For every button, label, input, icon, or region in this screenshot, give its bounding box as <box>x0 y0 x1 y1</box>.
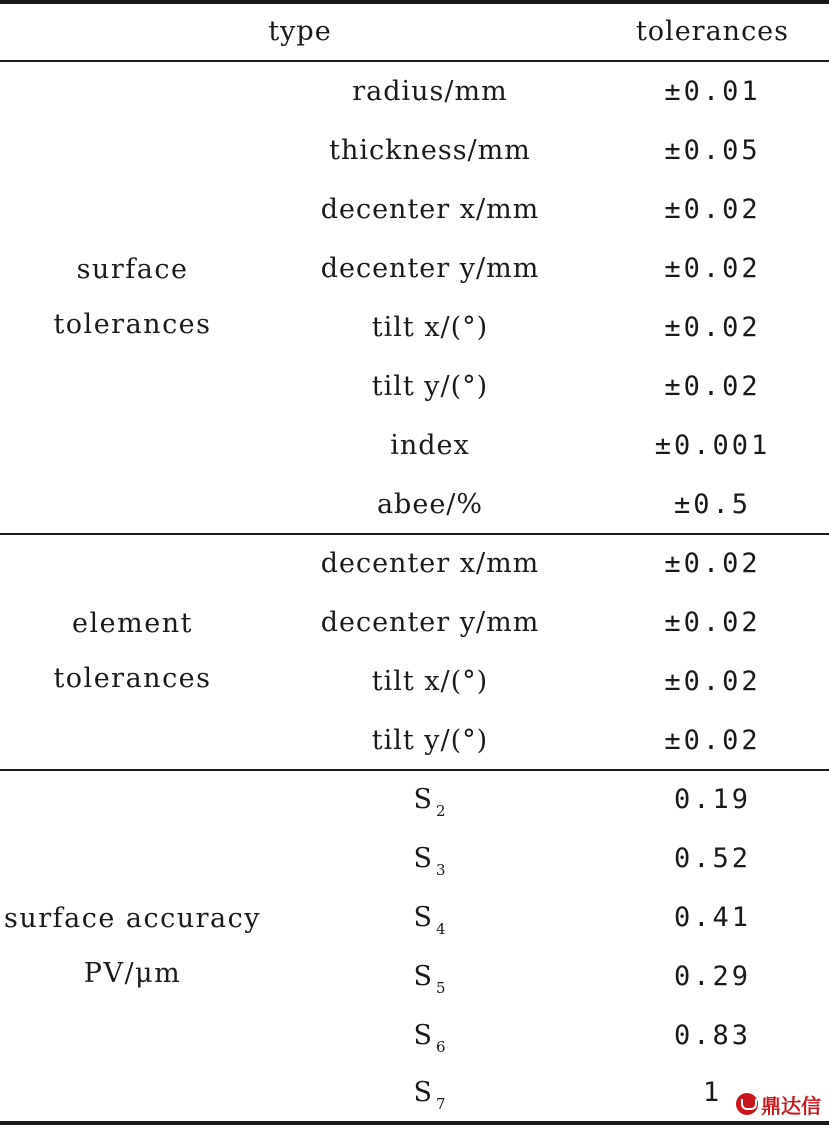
group-label: tolerances <box>53 663 212 694</box>
row-param <box>255 770 605 829</box>
table-row <box>0 298 829 357</box>
row-param <box>255 1063 605 1122</box>
surface-index: 4 <box>435 920 447 938</box>
group-label: PV/μm <box>83 958 182 989</box>
row-param: tilt y/(°) <box>371 371 489 402</box>
row-param: abee/% <box>376 489 484 520</box>
table-row <box>0 770 829 829</box>
watermark-text: 鼎达信 <box>761 1093 821 1118</box>
row-value: ±0.05 <box>664 135 761 166</box>
header-tolerances: tolerances <box>635 16 790 47</box>
row-param <box>255 888 605 947</box>
table-row <box>0 475 829 534</box>
row-value: ±0.02 <box>664 194 761 225</box>
row-value: 0.83 <box>673 1020 752 1051</box>
surface-index: 6 <box>435 1038 447 1056</box>
row-param: decenter x/mm <box>320 548 540 579</box>
surface-index: 2 <box>435 802 447 820</box>
logo-icon <box>736 1093 758 1115</box>
row-value: 0.19 <box>673 784 752 815</box>
surface-index: 5 <box>435 979 447 997</box>
row-param: tilt x/(°) <box>371 312 489 343</box>
table-row <box>0 180 829 239</box>
row-param <box>255 947 605 1006</box>
row-param: tilt y/(°) <box>371 725 489 756</box>
header-type: type <box>268 16 332 47</box>
table-row <box>0 357 829 416</box>
surface-index: 7 <box>435 1095 447 1113</box>
row-value: ±0.02 <box>664 253 761 284</box>
table-row <box>0 829 829 888</box>
watermark-logo <box>736 1091 821 1117</box>
table-row <box>0 652 829 711</box>
table-row <box>0 121 829 180</box>
row-value: 1 <box>702 1077 723 1108</box>
row-value: 0.52 <box>673 843 752 874</box>
row-param: decenter x/mm <box>320 194 540 225</box>
row-param <box>255 1006 605 1065</box>
surface-symbol: S <box>413 784 433 815</box>
table-row <box>0 947 829 1006</box>
row-param: tilt x/(°) <box>371 666 489 697</box>
row-param: index <box>390 430 470 461</box>
table-row <box>0 534 829 593</box>
row-value: ±0.001 <box>654 430 771 461</box>
surface-symbol: S <box>413 1077 433 1108</box>
table-row <box>0 416 829 475</box>
group-label: tolerances <box>53 309 212 340</box>
table-row <box>0 239 829 298</box>
table-row <box>0 888 829 947</box>
group-label: element <box>72 608 193 639</box>
row-param <box>255 829 605 888</box>
table-row <box>0 62 829 121</box>
row-value: ±0.01 <box>664 76 761 107</box>
table-row <box>0 1006 829 1065</box>
surface-symbol: S <box>413 961 433 992</box>
group-label: surface <box>76 254 189 285</box>
row-value: ±0.02 <box>664 666 761 697</box>
row-value: ±0.02 <box>664 607 761 638</box>
row-param: decenter y/mm <box>320 607 540 638</box>
table-row <box>0 711 829 770</box>
row-value: ±0.02 <box>664 548 761 579</box>
row-param: radius/mm <box>352 76 508 107</box>
row-value: ±0.02 <box>664 312 761 343</box>
row-value: 0.41 <box>673 902 752 933</box>
table-row <box>0 1063 829 1122</box>
row-value: ±0.5 <box>673 489 752 520</box>
surface-symbol: S <box>413 843 433 874</box>
row-param: decenter y/mm <box>320 253 540 284</box>
row-value: ±0.02 <box>664 371 761 402</box>
bottom-rule <box>0 1121 829 1125</box>
surface-symbol: S <box>413 902 433 933</box>
table-row <box>0 593 829 652</box>
group-label: surface accuracy <box>3 903 262 934</box>
row-value: 0.29 <box>673 961 752 992</box>
surface-index: 3 <box>435 861 447 879</box>
surface-symbol: S <box>413 1020 433 1051</box>
row-param: thickness/mm <box>329 135 531 166</box>
row-value: ±0.02 <box>664 725 761 756</box>
